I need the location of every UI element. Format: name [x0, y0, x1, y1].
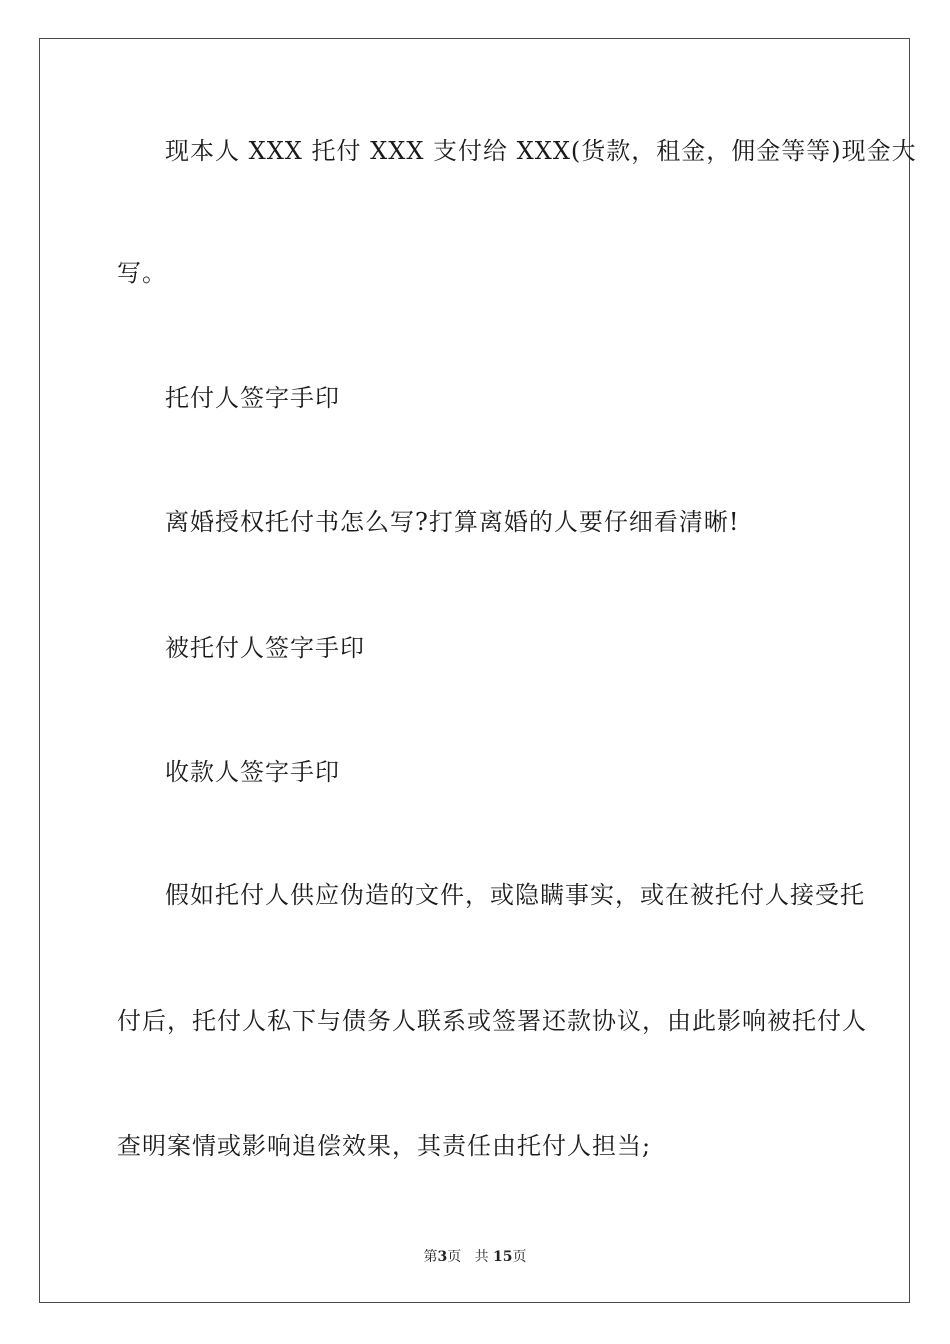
footer-total-suffix: 页: [512, 1249, 527, 1265]
paragraph-3: 离婚授权托付书怎么写?打算离婚的人要仔细看清晰!: [165, 508, 740, 536]
paragraph-2: 托付人签字手印: [165, 384, 340, 412]
total-pages-number: 15: [493, 1249, 513, 1265]
paragraph-4: 被托付人签字手印: [165, 634, 365, 662]
paragraph-6-line-3: 查明案情或影响追偿效果，其责任由托付人担当;: [117, 1132, 652, 1160]
page-footer: [0, 1248, 950, 1266]
paragraph-1-line-2: 写。: [117, 259, 167, 287]
current-page-number: 3: [437, 1249, 448, 1265]
page-border: [39, 38, 910, 1303]
footer-prefix: 第: [423, 1249, 438, 1265]
footer-page-suffix: 页: [447, 1249, 462, 1265]
paragraph-5: 收款人签字手印: [165, 758, 340, 786]
paragraph-1-line-1: 现本人 XXX 托付 XXX 支付给 XXX(货款，租金，佣金等等)现金大: [165, 137, 917, 165]
paragraph-6-line-2: 付后，托付人私下与债务人联系或签署还款协议，由此影响被托付人: [117, 1007, 867, 1035]
footer-total-prefix: 共: [474, 1249, 489, 1265]
paragraph-6-line-1: 假如托付人供应伪造的文件，或隐瞒事实，或在被托付人接受托: [165, 881, 865, 909]
